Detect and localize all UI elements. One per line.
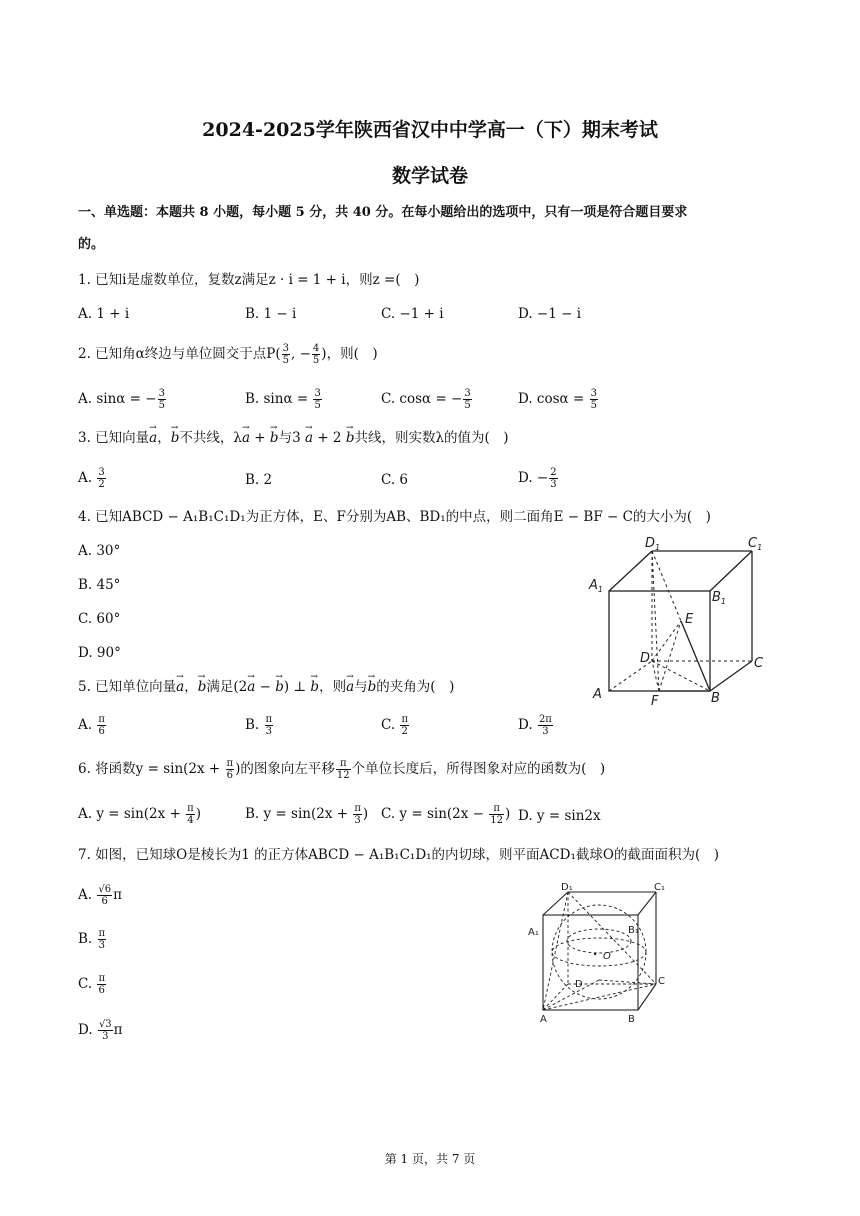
q1-option-c: C. −1 + i (381, 306, 444, 322)
q5-option-a: A. $\frac{\pi}{6}$ (78, 714, 105, 737)
sphere-center-dot (594, 953, 596, 955)
q5-option-b: B. $\frac{\pi}{3}$ (245, 714, 273, 737)
q7-option-b: B. $\frac{\pi}{3}$ (78, 928, 106, 951)
q7-option-a: A. $\frac{√6}{6}$ π (78, 884, 122, 907)
q6-option-c: C. y = sin(2x − $\frac{\pi}{12}$ ) (381, 803, 511, 826)
label-a: A (593, 687, 602, 702)
label-d1: D₁ (561, 882, 573, 893)
label-a1: $A_1$ (589, 578, 603, 594)
q2-px-fraction: $\frac{3}{5}$ (282, 343, 290, 366)
q2-stem: 2. 已知角α终边与单位圆交于点P( $\frac{3}{5}$ , − $\frac{4}{5}$ )，则( ) (78, 343, 378, 366)
label-b: B (711, 691, 720, 706)
label-d: D (575, 979, 583, 990)
label-b1: B₁ (628, 925, 639, 936)
label-a1: A₁ (528, 927, 539, 938)
label-c: C (658, 976, 665, 987)
q5-stem: 5. 已知单位向量→ a，→ b满足(2→ a − → b) ⊥ → b，则→ a与→ b的夹角为( ) (78, 677, 454, 697)
q6-option-d: D. y = sin2x (518, 808, 601, 824)
q1-option-a: A. 1 + i (78, 306, 130, 322)
label-c: C (754, 656, 764, 671)
q3-option-b: B. 2 (245, 472, 273, 488)
q7-option-c: C. $\frac{\pi}{6}$ (78, 973, 106, 996)
label-e: E (685, 612, 694, 627)
q6-option-b: B. y = sin(2x + $\frac{\pi}{3}$ ) (245, 803, 369, 826)
q4-option-d: D. 90° (78, 645, 121, 661)
q6-stem: 6. 将函数y = sin(2x + $\frac{\pi}{6}$ )的图象向左平移 $\frac{\pi}{12}$ 个单位长度后，所得图象对应的函数为( ) (78, 758, 606, 781)
q4-cube-figure (585, 535, 775, 710)
q3-option-a: A. $\frac{3}{2}$ (78, 467, 105, 490)
section-heading-line2: 的。 (78, 237, 105, 252)
exam-title: 2024-2025学年陕西省汉中中学高一（下）期末考试 (202, 119, 658, 141)
label-f: F (651, 694, 659, 709)
q7-stem: 7. 如图，已知球O是棱长为1 的正方体ABCD − A₁B₁C₁D₁的内切球，则平面ACD₁截球O的截面面积为( ) (78, 847, 719, 863)
label-d1: $D_1$ (645, 536, 661, 552)
label-c1: C₁ (654, 882, 665, 893)
label-d: D (640, 651, 651, 666)
q1-stem: 1. 已知i是虚数单位，复数z满足z · i = 1 + i，则z =( ) (78, 272, 420, 288)
page-footer: 第 1 页，共 7 页 (384, 1152, 476, 1166)
label-b1: $B_1$ (712, 590, 727, 606)
q2-option-a: A. sinα = − $\frac{3}{5}$ (78, 388, 165, 411)
q1-option-d: D. −1 − i (518, 306, 582, 322)
q3-option-c: C. 6 (381, 472, 409, 488)
q4-option-a: A. 30° (78, 543, 121, 559)
q7-option-d: D. $\frac{√3}{3}$ π (78, 1019, 123, 1042)
q2-option-c: C. cosα = − $\frac{3}{5}$ (381, 388, 471, 411)
q2-option-d: D. cosα = $\frac{3}{5}$ (518, 388, 597, 411)
label-a: A (540, 1014, 547, 1025)
label-o: O (603, 951, 611, 962)
q4-stem: 4. 已知ABCD − A₁B₁C₁D₁为正方体，E、F分别为AB、BD₁的中点，则二面角E − BF − C的大小为( ) (78, 509, 711, 525)
label-b: B (628, 1014, 635, 1025)
q4-option-b: B. 45° (78, 577, 121, 593)
q5-option-d: D. $\frac{2\pi}{3}$ (518, 714, 552, 737)
q1-option-b: B. 1 − i (245, 306, 297, 322)
q5-option-c: C. $\frac{\pi}{2}$ (381, 714, 409, 737)
q6-option-a: A. y = sin(2x + $\frac{\pi}{4}$ ) (78, 803, 202, 826)
exam-subtitle: 数学试卷 (391, 165, 468, 187)
q4-option-c: C. 60° (78, 611, 121, 627)
q2-option-b: B. sinα = $\frac{3}{5}$ (245, 388, 321, 411)
label-c1: $C_1$ (748, 536, 763, 552)
q3-option-d: D. − $\frac{2}{3}$ (518, 467, 557, 490)
q2-py-fraction: $\frac{4}{5}$ (312, 343, 320, 366)
section-heading-line1: 一、单选题：本题共 8 小题，每小题 5 分，共 40 分。在每小题给出的选项中，只有一项是符合题目要求 (78, 205, 688, 220)
q7-sphere-cube-figure (525, 880, 675, 1028)
q3-stem: 3. 已知向量→ a，→ b不共线，λ→ a + → b与3 → a + 2 → b共线，则实数λ的值为( ) (78, 428, 509, 448)
